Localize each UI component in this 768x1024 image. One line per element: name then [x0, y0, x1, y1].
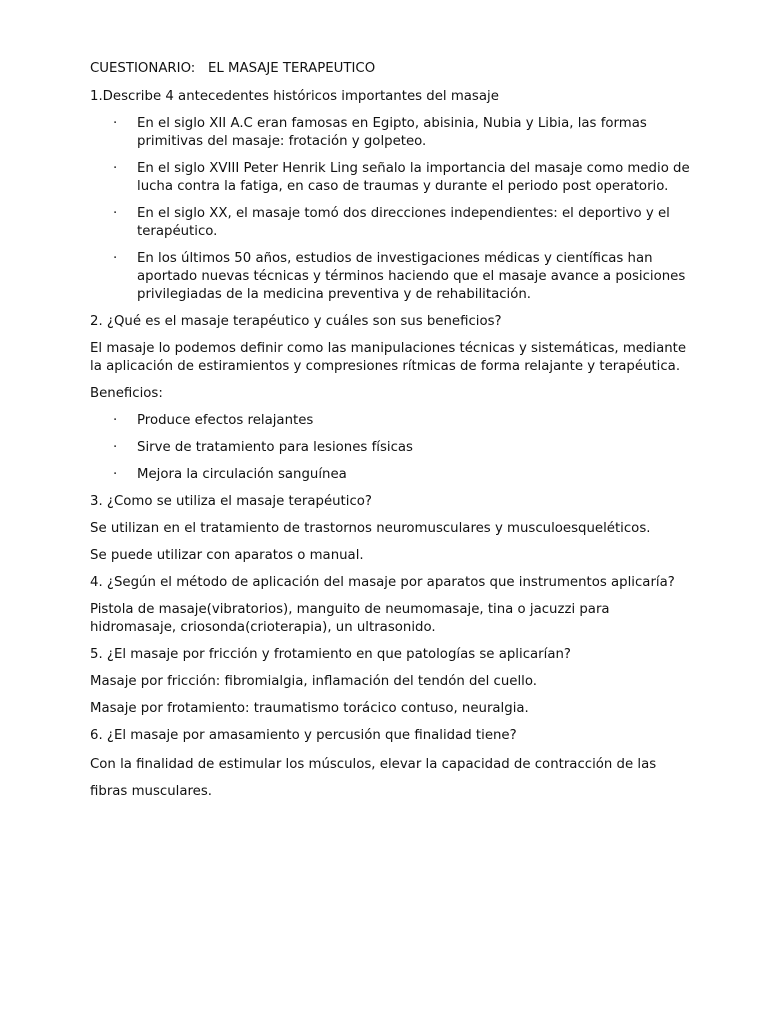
question-3: 3. ¿Como se utiliza el masaje terapéutico?: [90, 494, 372, 509]
list-item: · En los últimos 50 años, estudios de investigaciones médicas y científicas han aportado nuevas técnicas y términos haciendo que el masaje avance a posiciones privilegiadas de la medicina preventiva y de rehabilitación.: [113, 251, 686, 302]
answer-2: El masaje lo podemos definir como las manipulaciones técnicas y sistemáticas, mediante la aplicación de estiramientos y compresiones rítmicas de forma relajante y terapéutica.: [90, 341, 687, 374]
list-item: · Produce efectos relajantes: [113, 413, 314, 428]
bullet-icon: ·: [113, 251, 118, 266]
question-1: 1.Describe 4 antecedentes históricos importantes del masaje: [90, 89, 499, 104]
list-item: · En el siglo XVIII Peter Henrik Ling señalo la importancia del masaje como medio de lucha contra la fatiga, en caso de traumas y durante el periodo post operatorio.: [113, 161, 690, 194]
bullet-icon: ·: [113, 467, 118, 482]
bullet-icon: ·: [113, 116, 118, 131]
benefits-list: [90, 412, 690, 484]
question-5: 5. ¿El masaje por fricción y frotamiento en que patologías se aplicarían?: [90, 647, 571, 662]
answer-5-part-2: Masaje por frotamiento: traumatismo torácico contuso, neuralgia.: [90, 701, 529, 716]
answer-4: Pistola de masaje(vibratorios), manguito de neumomasaje, tina o jacuzzi para hidromasaje, criosonda(crioterapia), un ultrasonido.: [90, 602, 610, 635]
answer-6: Con la finalidad de estimular los músculos, elevar la capacidad de contracción de las fibras musculares.: [90, 757, 657, 799]
question-4: 4. ¿Según el método de aplicación del masaje por aparatos que instrumentos aplicaría?: [90, 575, 675, 590]
bullet-icon: ·: [113, 161, 118, 176]
list-item: · En el siglo XX, el masaje tomó dos direcciones independientes: el deportivo y el terapéutico.: [113, 206, 670, 239]
benefits-label: Beneficios:: [90, 386, 163, 401]
list-item: · En el siglo XII A.C eran famosas en Egipto, abisinia, Nubia y Libia, las formas primitivas del masaje: frotación y golpeteo.: [113, 116, 647, 149]
answer-5-part-1: Masaje por fricción: fibromialgia, inflamación del tendón del cuello.: [90, 674, 537, 689]
document-page: [90, 60, 690, 814]
bullet-icon: ·: [113, 440, 118, 455]
question-2: 2. ¿Qué es el masaje terapéutico y cuáles son sus beneficios?: [90, 314, 502, 329]
list-item: · Mejora la circulación sanguínea: [113, 467, 347, 482]
question-6: 6. ¿El masaje por amasamiento y percusión que finalidad tiene?: [90, 728, 517, 743]
document-title: CUESTIONARIO: EL MASAJE TERAPEUTICO: [90, 61, 376, 76]
bullet-icon: ·: [113, 413, 118, 428]
question-1-list: [90, 115, 690, 304]
answer-3-part-2: Se puede utilizar con aparatos o manual.: [90, 548, 364, 563]
bullet-icon: ·: [113, 206, 118, 221]
answer-3-part-1: Se utilizan en el tratamiento de trastornos neuromusculares y musculoesqueléticos.: [90, 521, 651, 536]
list-item: · Sirve de tratamiento para lesiones físicas: [113, 440, 413, 455]
